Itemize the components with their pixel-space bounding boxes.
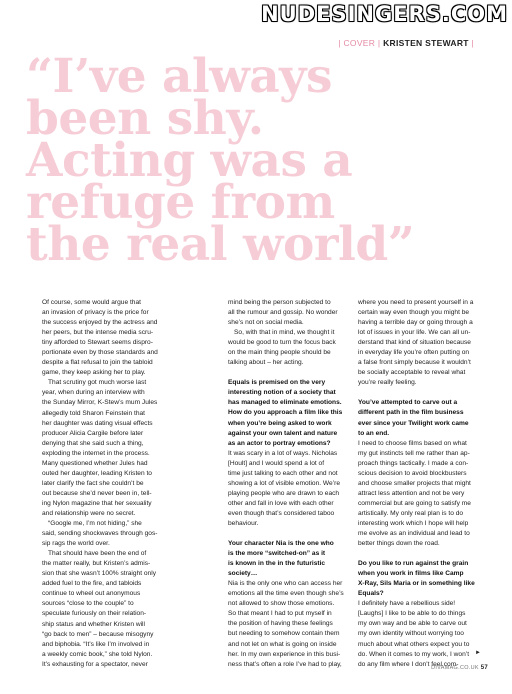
article-line: scious decision to avoid blockbusters xyxy=(358,469,467,477)
article-line: sion that she wasn’t 100% straight only xyxy=(42,570,156,578)
article-line: an invasion of privacy is the price for xyxy=(42,309,149,317)
article-line: is the more “switched-on” as it xyxy=(228,550,326,558)
article-line: you’re really feeling. xyxy=(358,379,417,387)
article-line: ing Nylon magazine that her sexuality xyxy=(42,499,152,507)
article-line: continue to wheel out anonymous xyxy=(42,590,141,598)
article-column-2 xyxy=(228,298,366,670)
article-line: as an actor to portray emotions? xyxy=(228,439,331,447)
section-divider: | xyxy=(377,38,381,48)
article-line: portionate even by those standards and xyxy=(42,349,158,357)
article-line: society… xyxy=(228,570,258,578)
article-line: That should have been the end of xyxy=(48,550,147,558)
pull-quote-line: “I’ve always xyxy=(26,49,332,104)
article-line: It’s exhausting for a spectator, never xyxy=(42,660,148,668)
article-line: sources “close to the couple” to xyxy=(42,600,134,608)
article-line: the Sunday Mirror, K-Stew’s mum Jules xyxy=(42,399,158,407)
pull-quote-line: been shy. xyxy=(26,91,264,146)
article-line: her. In my own experience in this busi- xyxy=(228,650,341,658)
article-line: Your character Nia is the one who xyxy=(228,540,334,548)
article-line: Equals? xyxy=(358,590,384,598)
article-line: do. When it comes to my work, I won’t xyxy=(358,650,470,658)
article-column-1 xyxy=(42,298,180,670)
continue-arrow-icon: ► xyxy=(475,650,481,656)
article-line: tiny afforded to Stewart seems dispro- xyxy=(42,339,153,347)
article-line: interesting notion of a society that xyxy=(228,389,336,397)
article-line: added fuel to the fire, and tabloids xyxy=(42,580,142,588)
article-line: would be good to turn the focus back xyxy=(228,339,336,347)
article-line: much about what others expect you to xyxy=(358,640,470,648)
pull-quote xyxy=(26,49,486,272)
section-subject: KRISTEN STEWART xyxy=(383,38,469,48)
article-line: showing a lot of visible emotion. We’re xyxy=(228,479,341,487)
article-line: be socially acceptable to reveal what xyxy=(358,369,466,377)
page-footer xyxy=(358,665,488,671)
article-line: my own way and be able to carve out xyxy=(358,620,467,628)
article-line: I need to choose films based on what xyxy=(358,439,467,447)
footer-site: DIVAMAG.CO.UK xyxy=(431,665,479,671)
article-line: game, they keep asking her to play. xyxy=(42,369,146,377)
article-line: when you’re being asked to work xyxy=(228,419,332,427)
article-line: “Google me, I’m not hiding,” she xyxy=(48,520,142,528)
article-line: the position of having these feelings xyxy=(228,620,333,628)
article-line: talking about – her acting. xyxy=(228,359,304,367)
article-line: all the rumour and gossip. No wonder xyxy=(228,309,338,317)
watermark-logo: NUDESINGERS.COM xyxy=(261,2,508,26)
article-line: derstand that kind of situation because xyxy=(358,339,471,347)
section-bar-left: | xyxy=(338,38,341,48)
article-line: better things down the road. xyxy=(358,540,440,548)
article-line: on the main thing people should be xyxy=(228,349,331,357)
section-tag xyxy=(338,38,474,48)
article-line: So, with that in mind, we thought it xyxy=(234,329,335,337)
article-line: playing people who are drawn to each xyxy=(228,489,340,497)
article-line: even though that’s considered taboo xyxy=(228,509,335,517)
article-line: sip rags the world over. xyxy=(42,540,110,548)
article-line: That scrutiny got much worse last xyxy=(48,379,147,387)
article-line: Many questioned whether Jules had xyxy=(42,459,148,467)
article-line: “go back to men” – because misogyny xyxy=(42,630,154,638)
article-line: different path in the film business xyxy=(358,409,464,417)
article-line: not allowed to show those emotions. xyxy=(228,600,335,608)
article-line: emotions all the time even though she’s xyxy=(228,590,344,598)
article-line: her daughter was dating visual effects xyxy=(42,419,153,427)
article-line: You’ve attempted to carve out a xyxy=(358,399,458,407)
article-line: having a terrible day or going through a xyxy=(358,319,473,327)
article-line: behaviour. xyxy=(228,519,259,527)
article-line: artistically. My only real plan is to do xyxy=(358,509,464,517)
article-line: do any film where I don’t feel com- xyxy=(358,660,459,668)
article-line: has managed to eliminate emotions. xyxy=(228,399,342,407)
article-line: attract less attention and not be very xyxy=(358,489,465,497)
article-line: [Laughs] I like to be able to do things xyxy=(358,610,466,618)
article-line: Of course, some would argue that xyxy=(42,299,141,306)
article-line: the matter really, but Kristen’s admis- xyxy=(42,560,151,568)
pull-quote-line: Acting was a xyxy=(26,133,353,188)
article-line: my own identity without worrying too xyxy=(358,630,464,638)
article-line: but needing to somehow contain them xyxy=(228,630,340,638)
article-line: a weekly comic book,” she told Nylon. xyxy=(42,650,153,658)
article-line: ship status and whether Kristen will xyxy=(42,620,145,628)
article-line: and choose smaller projects that might xyxy=(358,479,471,487)
article-line: me evolve as an individual and lead to xyxy=(358,530,470,538)
article-line: So that meant I had to put myself in xyxy=(228,610,332,618)
pull-quote-line: the real world” xyxy=(26,217,415,272)
article-line: exploding the internet in the process. xyxy=(42,449,150,457)
article-line: said, sending shockwaves through gos- xyxy=(42,530,158,538)
article-line: she’s not on social media. xyxy=(228,319,304,327)
article-line: despite a flat refusal to join the tabloid xyxy=(42,359,153,367)
article-line: to an end. xyxy=(358,429,390,437)
article-line: and biphobia. “It’s like I’m involved in xyxy=(42,640,150,648)
article-line: Do you like to run against the grain xyxy=(358,560,469,568)
article-line: It was scary in a lot of ways. Nicholas xyxy=(228,449,338,457)
article-line: denying that she said such a thing, xyxy=(42,439,144,447)
section-label: COVER xyxy=(343,38,376,48)
article-line: out because she’d never been in, tell- xyxy=(42,489,152,497)
article-line: allegedly told Sharon Feinstein that xyxy=(42,409,146,417)
article-line: and relationship were no secret. xyxy=(42,509,136,517)
article-line: other and fall in love with each other xyxy=(228,499,334,507)
pull-quote-line: refuge from xyxy=(26,175,335,230)
page-number: 57 xyxy=(480,665,488,671)
article-line: mind being the person subjected to xyxy=(228,299,331,306)
article-line: when you work in films like Camp xyxy=(358,570,464,578)
article-line: outed her daughter, leading Kristen to xyxy=(42,469,152,477)
article-line: against your own talent and nature xyxy=(228,429,338,437)
article-line: lot of issues in your life. We can all un- xyxy=(358,329,471,337)
article-line: time just talking to each other and not xyxy=(228,469,338,477)
article-line: the success enjoyed by the actress and xyxy=(42,319,158,327)
article-line: year, when during an interview with xyxy=(42,389,145,397)
article-line: and not let on what is going on inside xyxy=(228,640,337,648)
article-line: I definitely have a rebellious side! xyxy=(358,600,456,608)
article-line: later clarify the fact she couldn’t be xyxy=(42,479,144,487)
article-line: speculate furiously on their relation- xyxy=(42,610,147,618)
article-line: How do you approach a film like this xyxy=(228,409,343,417)
article-line: commercial but are going to satisfy me xyxy=(358,499,471,507)
article-line: her peers, but the intense media scru- xyxy=(42,329,154,337)
article-line: a false front simply because it wouldn’t xyxy=(358,359,471,367)
article-line: X-Ray, Sils Maria or in something like xyxy=(358,580,475,588)
article-line: is known in the in the futuristic xyxy=(228,560,326,568)
article-line: Equals is premised on the very xyxy=(228,379,326,387)
article-line: where you need to present yourself in a xyxy=(358,299,474,306)
article-line: proach things tactically. I made a con- xyxy=(358,459,469,467)
article-line: ness that’s often a role I’ve had to play, xyxy=(228,660,342,668)
article-line: my gut instincts tell me rather than ap- xyxy=(358,449,470,457)
section-bar-right: | xyxy=(471,38,474,48)
article-line: certain way even though you might be xyxy=(358,309,470,317)
article-line: in everyday life you’re often putting on xyxy=(358,349,470,357)
article-column-3 xyxy=(358,298,496,670)
article-line: ever since your Twilight work came xyxy=(358,419,469,427)
article-line: [Hoult] and I would spend a lot of xyxy=(228,459,325,467)
article-line: Nia is the only one who can access her xyxy=(228,580,343,588)
article-line: interesting work which I hope will help xyxy=(358,519,469,527)
article-line: producer Alicia Cargile before later xyxy=(42,429,144,437)
